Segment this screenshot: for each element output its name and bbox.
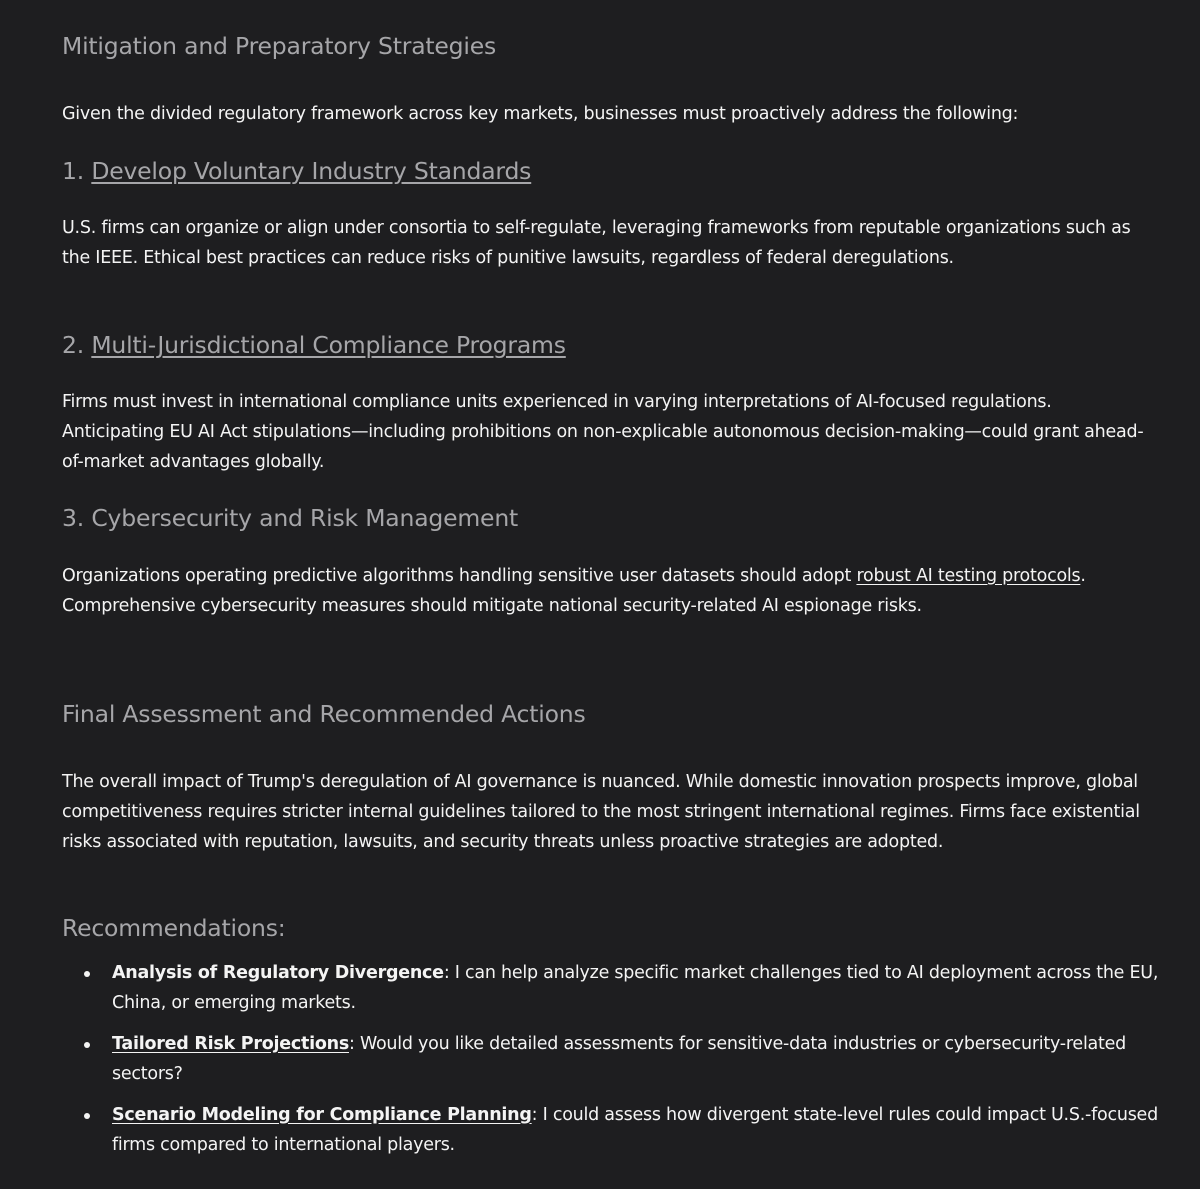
- list-item-text: [86, 958, 1162, 1018]
- rec-title: Analysis of Regulatory Divergence: [112, 963, 444, 983]
- item-body-3: [62, 561, 1152, 621]
- bullet-icon: [84, 1113, 90, 1119]
- recommendations-list: [62, 958, 1162, 1171]
- final-assessment-body: The overall impact of Trump's deregulation of AI governance is nuanced. While domestic innovation prospects improve, global competitiveness requires stricter internal guidelines tailored to the most stringent international regimes. Firms face existential risks associated with reputation, lawsuits, and security threats unless proactive strategies are adopted.: [62, 772, 1140, 852]
- rec-title-link[interactable]: Tailored Risk Projections: [112, 1034, 349, 1054]
- list-item: [62, 1029, 1162, 1089]
- section-title-text: Final Assessment and Recommended Actions: [62, 700, 586, 728]
- body-text: Organizations operating predictive algorithms handling sensitive user datasets should adopt: [62, 566, 857, 586]
- item-title-link[interactable]: Develop Voluntary Industry Standards: [91, 157, 532, 185]
- item-number: 1.: [62, 157, 85, 185]
- item-number: 2.: [62, 331, 85, 359]
- recommendations-title: [62, 914, 285, 942]
- bullet-icon: [84, 1042, 90, 1048]
- recommendations-title-text: Recommendations:: [62, 914, 286, 942]
- rec-description: : I could assess how divergent state-level rules could impact U.S.-focused firms compared to international players.: [112, 1105, 1158, 1155]
- rec-description: : Would you like detailed assessments for sensitive-data industries or cybersecurity-related sectors?: [112, 1034, 1127, 1084]
- robust-ai-testing-link[interactable]: robust AI testing protocols: [856, 566, 1081, 586]
- section-title-mitigation: [62, 32, 496, 60]
- item-heading-2: [62, 331, 566, 359]
- section-title-text: Mitigation and Preparatory Strategies: [62, 32, 497, 60]
- list-item-text: [86, 1100, 1162, 1160]
- item-body-2: Firms must invest in international compliance units experienced in varying interpretations of AI-focused regulations. Anticipating EU AI Act stipulations—including prohibitions on non-explicable autonomous decision-making—could grant ahead-of-market advantages globally.: [62, 392, 1144, 472]
- list-item: [62, 1100, 1162, 1160]
- bullet-icon: [84, 971, 90, 977]
- item-title-link[interactable]: Multi-Jurisdictional Compliance Programs: [91, 331, 566, 359]
- body-text: . Comprehensive cybersecurity measures should mitigate national security-related AI espionage risks.: [62, 566, 1086, 616]
- list-item: [62, 958, 1162, 1018]
- item-heading-3: [62, 504, 518, 532]
- item-body-1: U.S. firms can organize or align under consortia to self-regulate, leveraging frameworks from reputable organizations such as the IEEE. Ethical best practices can reduce risks of punitive lawsuits, regardless of federal deregulations.: [62, 218, 1131, 268]
- item-number: 3.: [62, 504, 85, 532]
- rec-description: : I can help analyze specific market challenges tied to AI deployment across the EU, China, or emerging markets.: [112, 963, 1159, 1013]
- item-heading-1: [62, 157, 531, 185]
- section-title-final-assessment: [62, 700, 586, 728]
- section-intro: Given the divided regulatory framework across key markets, businesses must proactively address the following:: [62, 104, 1019, 124]
- list-item-text: [86, 1029, 1162, 1089]
- rec-title-link[interactable]: Scenario Modeling for Compliance Planning: [112, 1105, 532, 1125]
- item-title: Cybersecurity and Risk Management: [91, 504, 519, 532]
